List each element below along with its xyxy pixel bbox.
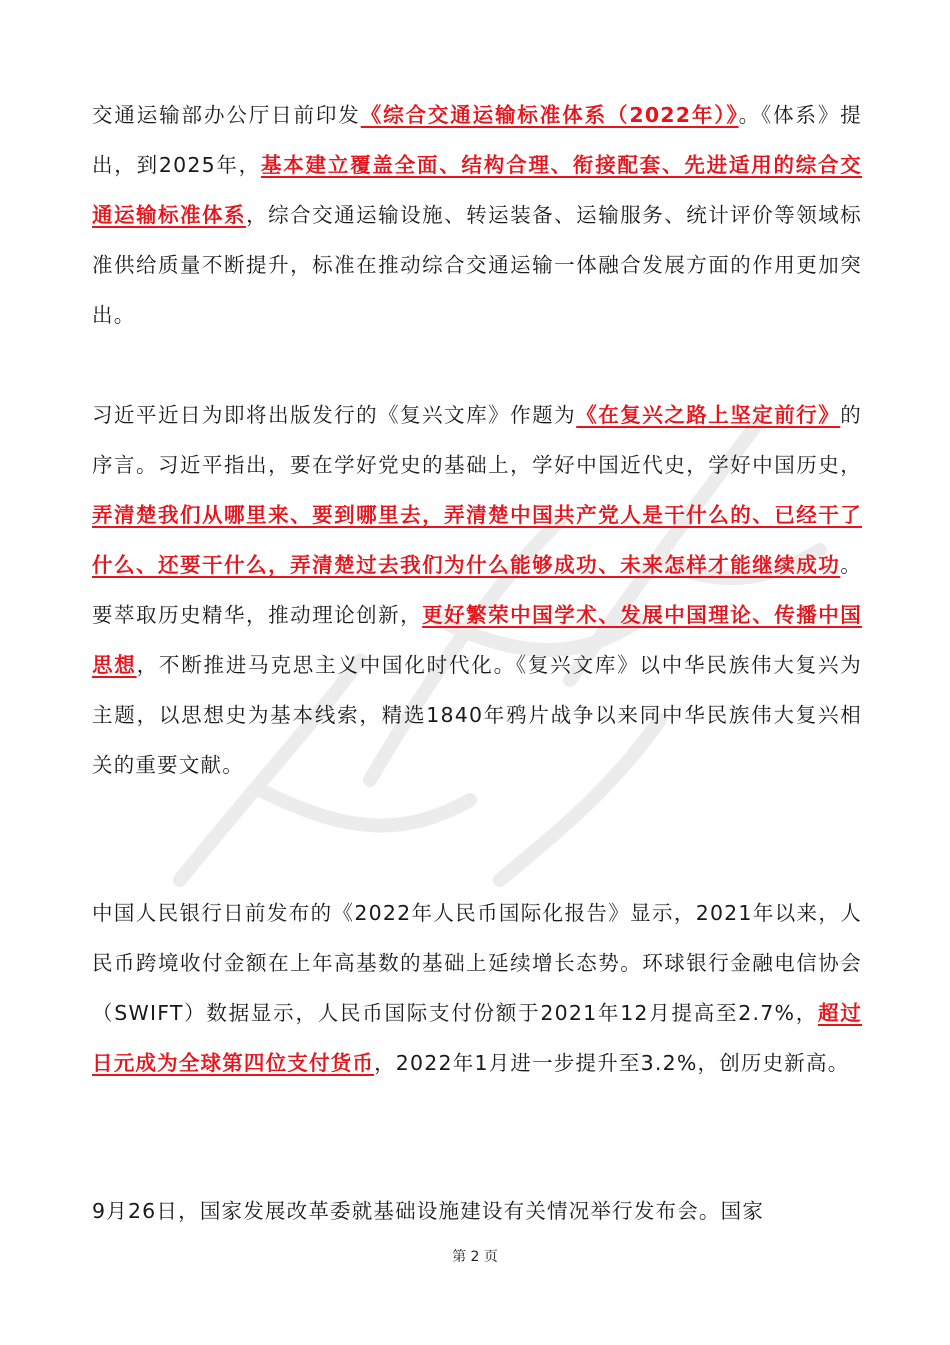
text-segment: 交通运输部办公厅日前印发 <box>92 103 361 127</box>
page-number: 第 2 页 <box>452 1249 498 1265</box>
text-segment: ，综合交通运输设施、转运装备、运输服务、统计评价等领域标准供给质量不断提升，标准在推动综合交通运输一体融合发展方面的作用更加突出。 <box>92 203 862 327</box>
text-segment: 的序言。习近平指出，要在学好党史的基础上，学好中国近代史，学好中国历史， <box>92 403 862 477</box>
highlight-segment: 弄清楚我们从哪里来、要到哪里去，弄清楚中国共产党人是干什么的、已经干了什么、还要干什么，弄清楚过去我们为什么能够成功、未来怎样才能继续成功 <box>92 503 862 577</box>
text-segment: ，不断推进马克思主义中国化时代化。《复兴文库》以中华民族伟大复兴为主题，以思想史为基本线索，精选1840年鸦片战争以来同中华民族伟大复兴相关的重要文献。 <box>92 653 862 777</box>
highlight-segment: 超过日元成为全球第四位支付货币 <box>92 1001 862 1075</box>
text-segment: 。《体系》提出，到2025年， <box>92 103 862 177</box>
text-segment: 中国人民银行日前发布的《2022年人民币国际化报告》显示，2021年以来，人民币跨境收付金额在上年高基数的基础上延续增长态势。环球银行金融电信协会（SWIFT）数据显示，人民币国际支付份额于2021年12月提高至2.7%， <box>92 901 862 1025</box>
paragraph-transport-standards <box>92 90 862 340</box>
highlight-segment: 《在复兴之路上坚定前行》 <box>576 403 841 427</box>
text-segment: 9月26日，国家发展改革委就基础设施建设有关情况举行发布会。国家 <box>92 1199 765 1223</box>
paragraph-infrastructure <box>92 1186 862 1236</box>
text-segment: 习近平近日为即将出版发行的《复兴文库》作题为 <box>92 403 577 427</box>
highlight-segment: 《综合交通运输标准体系（2022年）》 <box>360 103 739 127</box>
paragraph-rmb-internationalization <box>92 888 862 1088</box>
highlight-segment: 更好繁荣中国学术、发展中国理论、传播中国思想 <box>92 603 863 677</box>
highlight-segment: 基本建立覆盖全面、结构合理、衔接配套、先进适用的综合交通运输标准体系 <box>92 153 862 227</box>
paragraph-revival-library <box>92 390 862 790</box>
text-segment: 。要萃取历史精华，推动理论创新， <box>92 553 862 627</box>
text-segment: ，2022年1月进一步提升至3.2%，创历史新高。 <box>374 1051 850 1075</box>
